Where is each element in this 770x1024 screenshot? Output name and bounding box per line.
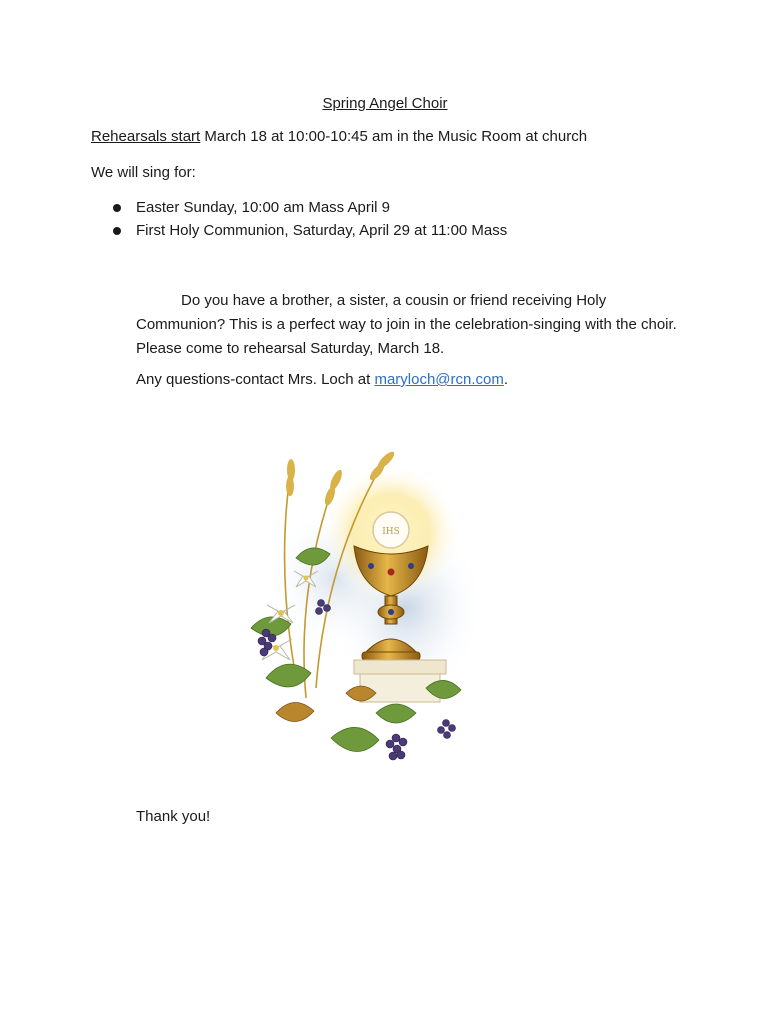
- email-link[interactable]: maryloch@rcn.com: [374, 371, 504, 388]
- contact-suffix: .: [503, 371, 509, 388]
- event-list: [113, 198, 507, 244]
- chalice-host-lilies-grapes-icon: [236, 438, 476, 803]
- event-text: First Holy Communion, Saturday, April 29 at 11:00 Mass: [136, 222, 508, 239]
- bullet-icon: [113, 227, 121, 235]
- list-item: [113, 198, 507, 221]
- bullet-icon: [113, 204, 121, 212]
- list-item: [113, 221, 507, 244]
- contact-line: [136, 371, 508, 388]
- autumn-leaves: [276, 686, 376, 722]
- event-text: Easter Sunday, 10:00 am Mass April 9: [136, 199, 391, 216]
- contact-prefix: Any questions-contact Mrs. Loch at: [136, 371, 375, 388]
- rehearsals-line: [91, 128, 587, 145]
- rehearsals-label: Rehearsals start: [91, 128, 201, 145]
- sing-intro: We will sing for:: [91, 164, 196, 181]
- page-title: Spring Angel Choir: [322, 95, 448, 112]
- closing-text: Thank you!: [136, 808, 211, 825]
- svg-text:IHS: IHS: [382, 527, 400, 537]
- invite-paragraph: Do you have a brother, a sister, a cousin or friend receiving Holy Communion? This is a perfect way to join in the celebration-singing with the choir. Please come to rehearsal Saturday, March 18.: [136, 292, 677, 357]
- altar-top: [354, 660, 446, 674]
- rehearsals-text: March 18 at 10:00-10:45 am in the Music Room at church: [200, 128, 588, 145]
